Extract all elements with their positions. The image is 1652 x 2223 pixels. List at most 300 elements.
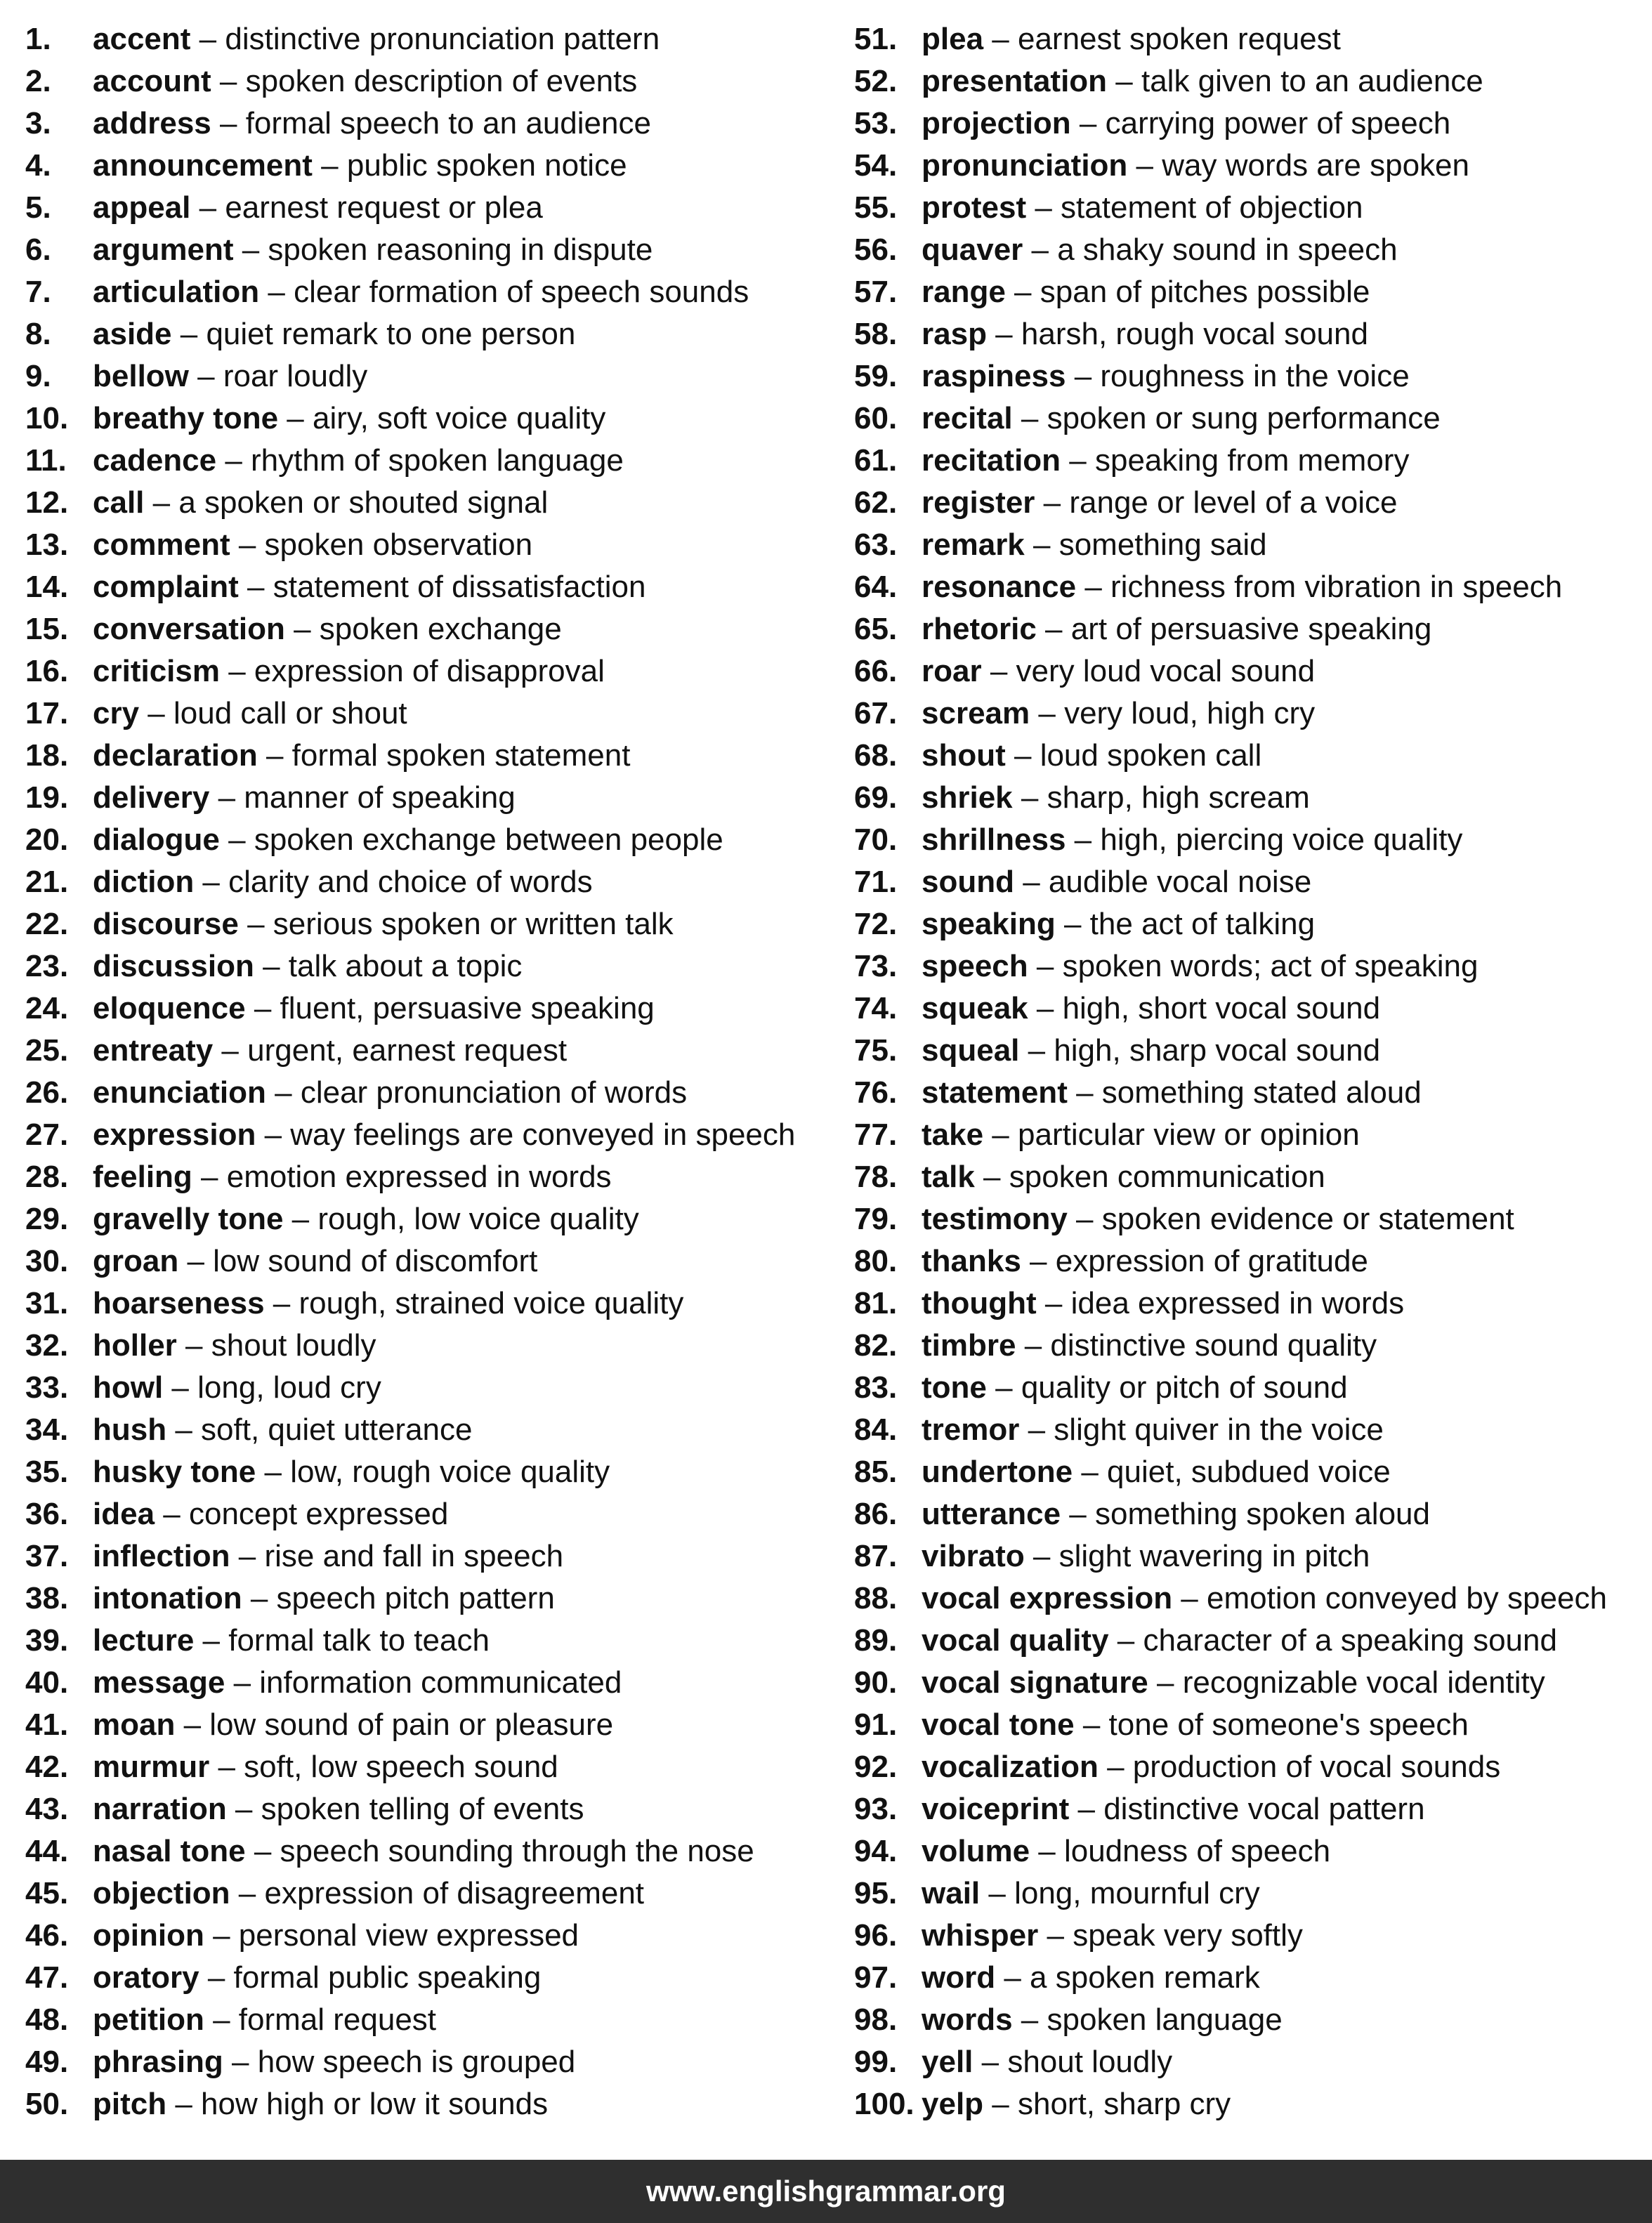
- entry-number: 81.: [854, 1286, 898, 1320]
- entry-definition: something said: [1058, 527, 1267, 562]
- entry-separator: –: [983, 22, 1018, 56]
- entry-term: words: [922, 2002, 1013, 2037]
- footer-website-link[interactable]: www.englishgrammar.org: [646, 2175, 1006, 2208]
- entry-definition: rise and fall in speech: [264, 1539, 564, 1573]
- word-entry: [25, 1662, 833, 1704]
- entry-separator: –: [245, 991, 280, 1025]
- entry-definition: talk given to an audience: [1141, 64, 1483, 98]
- entry-separator: –: [190, 22, 225, 56]
- entry-term: argument: [93, 232, 234, 267]
- entry-number: 99.: [854, 2045, 898, 2079]
- entry-number: 1.: [25, 22, 51, 56]
- entry-term: comment: [93, 527, 230, 562]
- entry-term: vocal signature: [922, 1665, 1148, 1700]
- entry-separator: –: [259, 275, 294, 309]
- entry-definition: formal public speaking: [233, 1960, 542, 1995]
- entry-term: projection: [922, 106, 1071, 140]
- entry-term: voiceprint: [922, 1792, 1070, 1826]
- entry-number: 12.: [25, 485, 69, 520]
- entry-definition: a shaky sound in speech: [1057, 232, 1398, 267]
- entry-separator: –: [166, 1412, 202, 1447]
- entry-separator: –: [226, 1792, 261, 1826]
- entry-definition: serious spoken or written talk: [273, 907, 674, 941]
- entry-term: cry: [93, 696, 140, 730]
- entry-definition: emotion conveyed by speech: [1207, 1581, 1607, 1615]
- entry-separator: –: [257, 738, 292, 773]
- entry-term: opinion: [93, 1918, 204, 1953]
- entry-number: 70.: [854, 822, 898, 857]
- entry-separator: –: [980, 1876, 1015, 1910]
- entry-number: 52.: [854, 64, 898, 98]
- entry-number: 44.: [25, 1834, 69, 1868]
- entry-separator: –: [1014, 865, 1049, 899]
- word-entry: [854, 819, 1648, 861]
- entry-separator: –: [155, 1497, 189, 1531]
- entry-separator: –: [192, 1160, 227, 1194]
- entry-term: sound: [922, 865, 1014, 899]
- entry-number: 45.: [25, 1876, 69, 1910]
- word-entry: [25, 1198, 833, 1240]
- word-entry: [854, 1198, 1648, 1240]
- entry-term: shout: [922, 738, 1006, 773]
- entry-number: 76.: [854, 1075, 898, 1110]
- entry-number: 26.: [25, 1075, 69, 1110]
- entry-separator: –: [1005, 738, 1040, 773]
- entry-number: 50.: [25, 2087, 69, 2121]
- entry-separator: –: [1012, 401, 1047, 435]
- entry-term: recitation: [922, 443, 1061, 478]
- entry-number: 100.: [854, 2087, 914, 2121]
- entry-number: 63.: [854, 527, 898, 562]
- word-entry: [25, 187, 833, 229]
- entry-number: 39.: [25, 1623, 69, 1658]
- entry-term: raspiness: [922, 359, 1066, 393]
- entry-term: tremor: [922, 1412, 1020, 1447]
- entry-separator: –: [986, 1370, 1021, 1405]
- entry-term: address: [93, 106, 211, 140]
- entry-separator: –: [1019, 1412, 1054, 1447]
- entry-number: 31.: [25, 1286, 69, 1320]
- entry-separator: –: [981, 654, 1016, 688]
- entry-separator: –: [983, 1117, 1018, 1152]
- entry-separator: –: [238, 570, 273, 604]
- entry-definition: talk about a topic: [288, 949, 523, 983]
- entry-definition: rough, low voice quality: [317, 1202, 639, 1236]
- entry-term: hush: [93, 1412, 167, 1447]
- entry-term: presentation: [922, 64, 1108, 98]
- entry-number: 11.: [25, 443, 67, 478]
- entry-definition: something spoken aloud: [1095, 1497, 1430, 1531]
- word-entry: [854, 1746, 1648, 1788]
- entry-term: speech: [922, 949, 1028, 983]
- entry-term: murmur: [93, 1750, 210, 1784]
- entry-term: testimony: [922, 1202, 1068, 1236]
- entry-separator: –: [278, 401, 313, 435]
- word-entry: [854, 1493, 1648, 1535]
- entry-definition: spoken exchange: [319, 612, 562, 646]
- entry-definition: short, sharp cry: [1017, 2087, 1231, 2121]
- entry-term: remark: [922, 527, 1025, 562]
- entry-term: call: [93, 485, 145, 520]
- entry-separator: –: [194, 1623, 229, 1658]
- entry-number: 89.: [854, 1623, 898, 1658]
- entry-separator: –: [973, 2045, 1008, 2079]
- word-entry: [25, 777, 833, 819]
- word-entry: [854, 1578, 1648, 1620]
- entry-number: 33.: [25, 1370, 69, 1405]
- entry-term: moan: [93, 1707, 176, 1742]
- word-entry: [854, 693, 1648, 735]
- entry-definition: particular view or opinion: [1018, 1117, 1360, 1152]
- entry-number: 68.: [854, 738, 898, 773]
- entry-number: 94.: [854, 1834, 898, 1868]
- word-entry: [25, 1367, 833, 1409]
- entry-term: entreaty: [93, 1033, 214, 1068]
- entry-definition: range or level of a voice: [1069, 485, 1398, 520]
- word-entry: [25, 819, 833, 861]
- word-entry: [854, 777, 1648, 819]
- word-entry: [854, 1451, 1648, 1493]
- entry-term: dialogue: [93, 822, 220, 857]
- word-entry: [25, 1704, 833, 1746]
- entry-definition: spoken telling of events: [261, 1792, 584, 1826]
- entry-number: 91.: [854, 1707, 898, 1742]
- entry-definition: carrying power of speech: [1105, 106, 1451, 140]
- entry-definition: concept expressed: [188, 1497, 449, 1531]
- entry-definition: spoken language: [1047, 2002, 1283, 2037]
- entry-separator: –: [230, 1876, 265, 1910]
- entry-definition: how speech is grouped: [257, 2045, 576, 2079]
- entry-separator: –: [1108, 1623, 1143, 1658]
- entry-definition: quality or pitch of sound: [1021, 1370, 1348, 1405]
- entry-definition: roughness in the voice: [1100, 359, 1410, 393]
- word-entry: [854, 1620, 1648, 1662]
- entry-number: 72.: [854, 907, 898, 941]
- entry-definition: shout loudly: [1007, 2045, 1173, 2079]
- entry-number: 60.: [854, 401, 898, 435]
- entry-separator: –: [1005, 275, 1040, 309]
- entry-term: range: [922, 275, 1006, 309]
- word-entry: [25, 1283, 833, 1325]
- entry-definition: formal request: [238, 2002, 437, 2037]
- entry-number: 88.: [854, 1581, 898, 1615]
- entry-number: 90.: [854, 1665, 898, 1700]
- entry-definition: roar loudly: [223, 359, 368, 393]
- entry-number: 18.: [25, 738, 69, 773]
- entry-definition: spoken or sung performance: [1047, 401, 1441, 435]
- word-entry: [25, 650, 833, 693]
- word-entry: [25, 903, 833, 945]
- word-entry: [854, 1283, 1648, 1325]
- entry-number: 47.: [25, 1960, 69, 1995]
- word-entry: [25, 1114, 833, 1156]
- entry-definition: spoken exchange between people: [254, 822, 723, 857]
- entry-definition: speak very softly: [1073, 1918, 1303, 1953]
- entry-definition: audible vocal noise: [1048, 865, 1312, 899]
- entry-definition: high, short vocal sound: [1062, 991, 1381, 1025]
- entry-separator: –: [166, 2087, 202, 2121]
- entry-number: 80.: [854, 1244, 898, 1278]
- word-entry: [854, 60, 1648, 103]
- entry-definition: spoken evidence or statement: [1101, 1202, 1514, 1236]
- entry-number: 41.: [25, 1707, 69, 1742]
- word-entry: [854, 861, 1648, 903]
- entry-term: rhetoric: [922, 612, 1037, 646]
- entry-number: 53.: [854, 106, 898, 140]
- word-entry: [854, 1367, 1648, 1409]
- entry-separator: –: [256, 1117, 291, 1152]
- entry-definition: soft, quiet utterance: [201, 1412, 473, 1447]
- word-entry: [854, 229, 1648, 271]
- word-entry: [854, 440, 1648, 482]
- entry-number: 64.: [854, 570, 898, 604]
- word-entry: [25, 693, 833, 735]
- entry-number: 40.: [25, 1665, 69, 1700]
- entry-number: 69.: [854, 780, 898, 815]
- entry-definition: soft, low speech sound: [244, 1750, 558, 1784]
- entry-separator: –: [1061, 443, 1095, 478]
- entry-separator: –: [1019, 1033, 1054, 1068]
- word-entry: [854, 187, 1648, 229]
- entry-definition: information communicated: [259, 1665, 622, 1700]
- word-entry: [854, 482, 1648, 524]
- entry-separator: –: [1036, 1286, 1071, 1320]
- entry-term: expression: [93, 1117, 256, 1152]
- word-entry: [25, 1746, 833, 1788]
- entry-number: 35.: [25, 1455, 69, 1489]
- entry-term: shrillness: [922, 822, 1066, 857]
- word-entry: [25, 1957, 833, 1999]
- entry-separator: –: [190, 190, 225, 225]
- entry-number: 98.: [854, 2002, 898, 2037]
- entry-definition: public spoken notice: [346, 148, 627, 183]
- entry-number: 27.: [25, 1117, 69, 1152]
- entry-number: 65.: [854, 612, 898, 646]
- entry-number: 8.: [25, 317, 51, 351]
- entry-term: announcement: [93, 148, 313, 183]
- word-entry: [25, 1156, 833, 1198]
- entry-separator: –: [139, 696, 173, 730]
- word-entry: [25, 988, 833, 1030]
- word-entry: [854, 524, 1648, 566]
- entry-term: take: [922, 1117, 984, 1152]
- word-entry: [854, 1240, 1648, 1283]
- entry-term: complaint: [93, 570, 239, 604]
- word-entry: [854, 1114, 1648, 1156]
- word-entry: [854, 1030, 1648, 1072]
- entry-term: talk: [922, 1160, 975, 1194]
- entry-definition: sharp, high scream: [1047, 780, 1310, 815]
- word-entry: [25, 1915, 833, 1957]
- entry-separator: –: [1035, 485, 1070, 520]
- entry-separator: –: [995, 1960, 1030, 1995]
- entry-definition: clarity and choice of words: [228, 865, 593, 899]
- word-entry: [25, 1620, 833, 1662]
- entry-separator: –: [238, 907, 273, 941]
- entry-separator: –: [219, 654, 254, 688]
- entry-definition: shout loudly: [211, 1328, 376, 1363]
- entry-number: 19.: [25, 780, 69, 815]
- entry-number: 34.: [25, 1412, 69, 1447]
- word-entry: [25, 1999, 833, 2041]
- word-entry: [854, 1915, 1648, 1957]
- entry-term: volume: [922, 1834, 1030, 1868]
- entry-number: 97.: [854, 1960, 898, 1995]
- entry-separator: –: [1073, 1455, 1108, 1489]
- entry-number: 32.: [25, 1328, 69, 1363]
- entry-number: 85.: [854, 1455, 898, 1489]
- entry-definition: something stated aloud: [1101, 1075, 1422, 1110]
- word-entry: [854, 2083, 1648, 2125]
- entry-number: 49.: [25, 2045, 69, 2079]
- word-entry: [854, 1662, 1648, 1704]
- entry-term: phrasing: [93, 2045, 223, 2079]
- entry-term: statement: [922, 1075, 1068, 1110]
- entry-definition: rhythm of spoken language: [251, 443, 624, 478]
- word-entry: [25, 398, 833, 440]
- word-entry: [25, 60, 833, 103]
- entry-number: 77.: [854, 1117, 898, 1152]
- entry-number: 28.: [25, 1160, 69, 1194]
- word-entry: [854, 355, 1648, 398]
- entry-number: 4.: [25, 148, 51, 183]
- entry-number: 66.: [854, 654, 898, 688]
- word-entry: [25, 271, 833, 313]
- entry-separator: –: [1026, 190, 1061, 225]
- word-entry: [854, 1957, 1648, 1999]
- word-entry: [854, 1072, 1648, 1114]
- entry-definition: expression of gratitude: [1055, 1244, 1368, 1278]
- entry-definition: slight wavering in pitch: [1058, 1539, 1370, 1573]
- entry-definition: how high or low it sounds: [201, 2087, 549, 2121]
- entry-term: resonance: [922, 570, 1077, 604]
- word-entry: [25, 735, 833, 777]
- entry-separator: –: [1070, 106, 1106, 140]
- entry-definition: earnest spoken request: [1017, 22, 1341, 56]
- entry-number: 15.: [25, 612, 69, 646]
- entry-separator: –: [199, 1960, 234, 1995]
- entry-number: 86.: [854, 1497, 898, 1531]
- entry-number: 79.: [854, 1202, 898, 1236]
- word-entry: [854, 1156, 1648, 1198]
- entry-term: thanks: [922, 1244, 1021, 1278]
- entry-separator: –: [225, 1665, 260, 1700]
- entry-term: oratory: [93, 1960, 199, 1995]
- entry-term: petition: [93, 2002, 204, 2037]
- entry-term: feeling: [93, 1160, 192, 1194]
- entry-separator: –: [242, 1581, 277, 1615]
- entry-number: 51.: [854, 22, 898, 56]
- entry-separator: –: [1036, 612, 1071, 646]
- entry-term: plea: [922, 22, 984, 56]
- entry-separator: –: [983, 2087, 1018, 2121]
- entry-term: undertone: [922, 1455, 1073, 1489]
- entry-term: inflection: [93, 1539, 230, 1573]
- entry-separator: –: [144, 485, 179, 520]
- entry-term: vocalization: [922, 1750, 1099, 1784]
- entry-definition: loudness of speech: [1063, 1834, 1331, 1868]
- entry-separator: –: [1066, 822, 1101, 857]
- entry-definition: art of persuasive speaking: [1070, 612, 1432, 646]
- entry-number: 56.: [854, 232, 898, 267]
- entry-term: nasal tone: [93, 1834, 246, 1868]
- entry-term: timbre: [922, 1328, 1016, 1363]
- entry-definition: very loud, high cry: [1064, 696, 1316, 730]
- entry-number: 7.: [25, 275, 51, 309]
- entry-separator: –: [223, 2045, 258, 2079]
- word-entry: [25, 1240, 833, 1283]
- entry-definition: recognizable vocal identity: [1182, 1665, 1545, 1700]
- entry-term: delivery: [93, 780, 210, 815]
- entry-number: 21.: [25, 865, 69, 899]
- entry-number: 3.: [25, 106, 51, 140]
- entry-term: discussion: [93, 949, 254, 983]
- word-list-right-column: [854, 18, 1648, 2125]
- entry-definition: statement of objection: [1061, 190, 1363, 225]
- entry-separator: –: [209, 780, 244, 815]
- entry-term: utterance: [922, 1497, 1061, 1531]
- entry-term: cadence: [93, 443, 217, 478]
- entry-term: message: [93, 1665, 225, 1700]
- entry-separator: –: [216, 443, 251, 478]
- entry-definition: formal talk to teach: [228, 1623, 490, 1658]
- entry-separator: –: [284, 612, 320, 646]
- entry-definition: way feelings are conveyed in speech: [290, 1117, 796, 1152]
- entry-term: pronunciation: [922, 148, 1128, 183]
- word-entry: [854, 608, 1648, 650]
- entry-definition: character of a speaking sound: [1143, 1623, 1557, 1658]
- entry-definition: quiet remark to one person: [206, 317, 576, 351]
- entry-definition: distinctive sound quality: [1050, 1328, 1377, 1363]
- entry-number: 20.: [25, 822, 69, 857]
- entry-separator: –: [204, 1918, 239, 1953]
- entry-term: quaver: [922, 232, 1023, 267]
- entry-term: gravelly tone: [93, 1202, 284, 1236]
- entry-separator: –: [1067, 1202, 1102, 1236]
- entry-definition: low sound of pain or pleasure: [209, 1707, 614, 1742]
- entry-number: 55.: [854, 190, 898, 225]
- entry-definition: emotion expressed in words: [226, 1160, 612, 1194]
- entry-number: 2.: [25, 64, 51, 98]
- word-entry: [854, 271, 1648, 313]
- word-entry: [25, 1325, 833, 1367]
- entry-term: rasp: [922, 317, 987, 351]
- entry-separator: –: [1012, 780, 1047, 815]
- entry-term: idea: [93, 1497, 155, 1531]
- entry-separator: –: [219, 822, 254, 857]
- word-entry: [25, 1788, 833, 1830]
- word-entry: [25, 1030, 833, 1072]
- entry-definition: harsh, rough vocal sound: [1021, 317, 1368, 351]
- entry-separator: –: [264, 1286, 299, 1320]
- entry-separator: –: [1107, 64, 1141, 98]
- entry-term: register: [922, 485, 1035, 520]
- entry-number: 54.: [854, 148, 898, 183]
- entry-term: appeal: [93, 190, 191, 225]
- entry-term: criticism: [93, 654, 220, 688]
- entry-term: tone: [922, 1370, 987, 1405]
- entry-definition: span of pitches possible: [1040, 275, 1370, 309]
- entry-number: 37.: [25, 1539, 69, 1573]
- entry-definition: tone of someone's speech: [1108, 1707, 1469, 1742]
- entry-number: 36.: [25, 1497, 69, 1531]
- entry-term: vocal tone: [922, 1707, 1075, 1742]
- entry-number: 71.: [854, 865, 898, 899]
- entry-definition: rough, strained voice quality: [299, 1286, 684, 1320]
- entry-number: 24.: [25, 991, 69, 1025]
- entry-definition: expression of disagreement: [264, 1876, 645, 1910]
- entry-definition: speech pitch pattern: [276, 1581, 555, 1615]
